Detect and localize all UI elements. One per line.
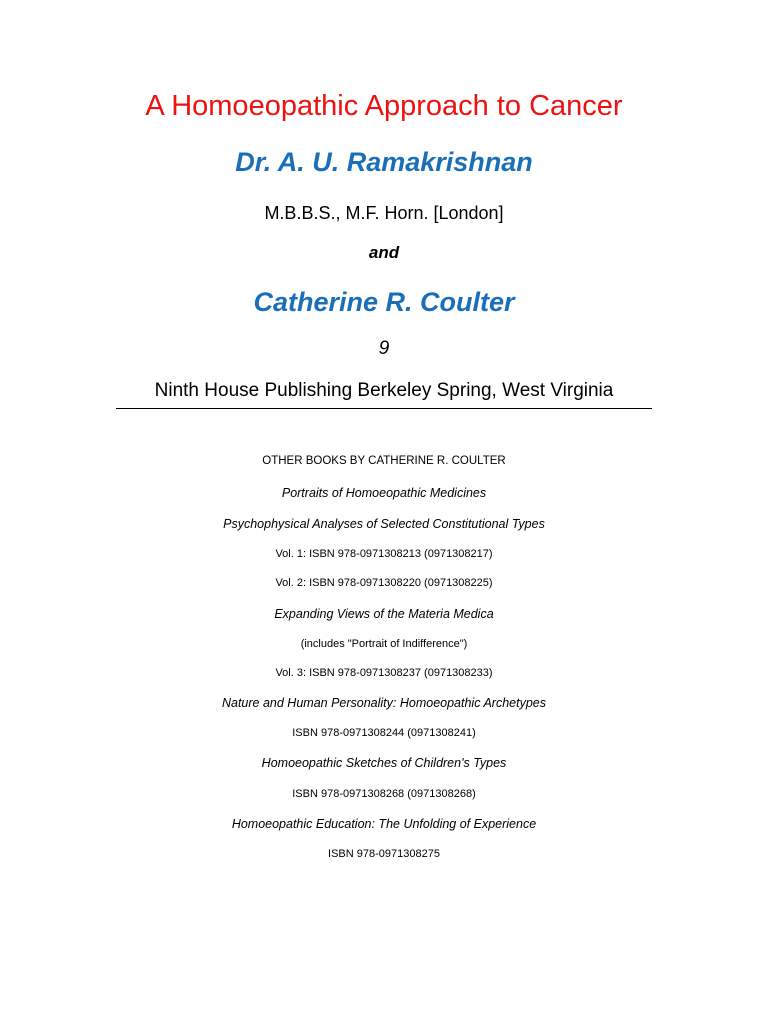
- isbn-line: Vol. 1: ISBN 978-0971308213 (0971308217): [275, 548, 493, 560]
- isbn-line: Vol. 3: ISBN 978-0971308237 (0971308233): [275, 667, 493, 679]
- book-title: A Homoeopathic Approach to Cancer: [145, 90, 623, 122]
- publisher-number: 9: [378, 338, 390, 359]
- isbn-line: ISBN 978-0971308268 (0971308268): [292, 788, 476, 800]
- book-listing-title: Homoeopathic Education: The Unfolding of Experience: [231, 817, 537, 831]
- book-listing-note: (includes "Portrait of Indifference"): [300, 638, 468, 650]
- publisher-line: Ninth House Publishing Berkeley Spring, West Virginia: [154, 380, 614, 401]
- author-secondary: Catherine R. Coulter: [253, 287, 515, 317]
- author-conjunction: and: [368, 243, 400, 262]
- other-books-heading: OTHER BOOKS BY CATHERINE R. COULTER: [262, 455, 506, 467]
- book-listing-title: Portraits of Homoeopathic Medicines: [281, 486, 487, 500]
- author-credentials: M.B.B.S., M.F. Horn. [London]: [264, 203, 504, 223]
- book-listing-subtitle: Psychophysical Analyses of Selected Constitutional Types: [223, 517, 545, 531]
- author-primary: Dr. A. U. Ramakrishnan: [235, 147, 533, 177]
- section-divider: [116, 408, 652, 409]
- book-listing-title: Expanding Views of the Materia Medica: [274, 607, 494, 621]
- isbn-line: ISBN 978-0971308244 (0971308241): [292, 727, 476, 739]
- book-listing-title: Nature and Human Personality: Homoeopathic Archetypes: [221, 696, 546, 710]
- isbn-line: ISBN 978-0971308275: [328, 848, 440, 860]
- isbn-line: Vol. 2: ISBN 978-0971308220 (0971308225): [275, 577, 493, 589]
- book-listing-title: Homoeopathic Sketches of Children's Types: [261, 756, 507, 770]
